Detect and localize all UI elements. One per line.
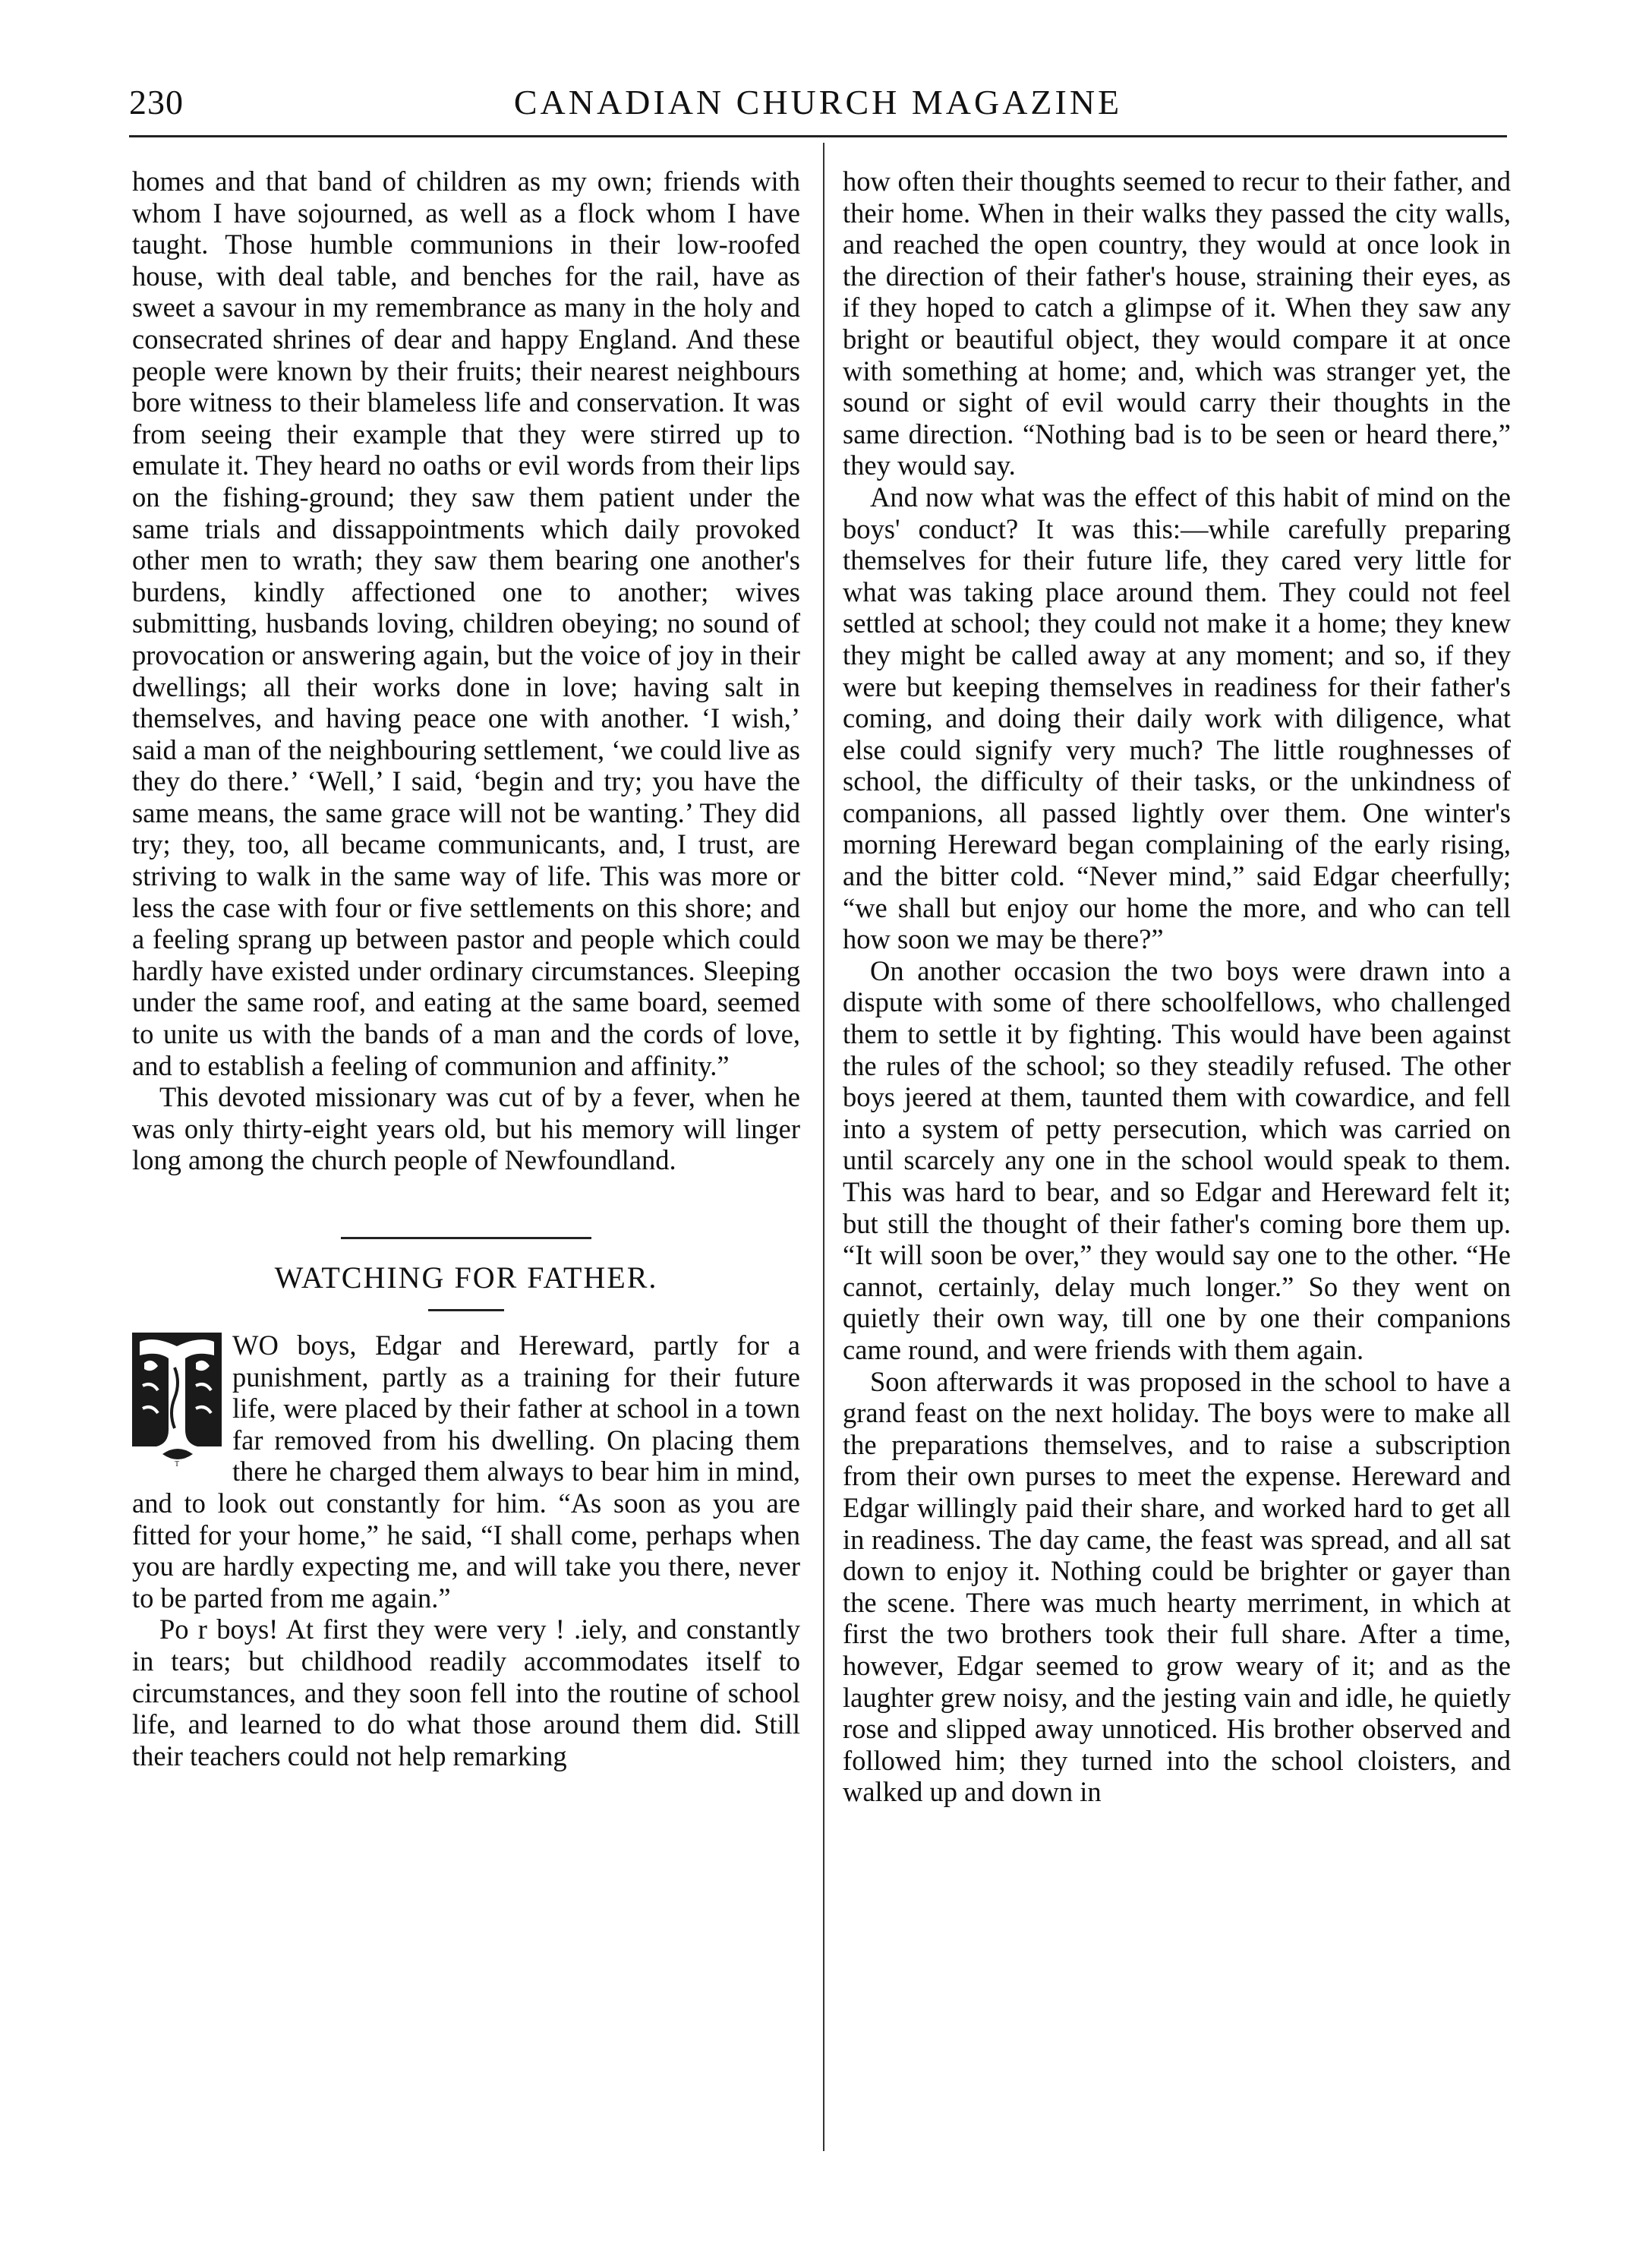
drop-cap-paragraph [132, 1330, 800, 1614]
column-divider [823, 143, 824, 2151]
paragraph: Po r boys! At first they were very ! .iely, and constantly in tears; but childhood readily accommodates itself to circumstances, and they soon fell into the routine of school life, and learned to do what those around them did. Still their teachers could not help remarking [132, 1614, 800, 1771]
right-column [843, 166, 1511, 1808]
paragraph: Soon afterwards it was proposed in the school to have a grand feast on the next holiday. The boys were to make all the preparations themselves, and to raise a subscription from their own purses to meet the expense. Hereward and Edgar willingly paid their share, and worked hard to get all in readiness. The day came, the feast was spread, and all sat down to enjoy it. Nothing could be brighter or gayer than the scene. There was much hearty merriment, in which at first the two brothers took their full share. After a time, however, Edgar seemed to grow weary of it; and as the laughter grew noisy, and the jesting vain and idle, he quietly rose and slipped away unnoticed. His brother observed and followed him; they turned into the school cloisters, and walked up and down in [843, 1365, 1511, 1808]
page-number: 230 [129, 83, 184, 121]
ornamental-drop-cap [132, 1333, 222, 1474]
running-title: CANADIAN CHURCH MAGAZINE [513, 83, 1123, 121]
paragraph: And now what was the effect of this habit of mind on the boys' conduct? It was this:—while carefully preparing themselves for their future life, they cared very little for what was taking place around them. They could not feel settled at school; they could not make it a home; they knew they might be called away at any moment; and so, if they were but keeping themselves in readiness for their father's coming, and doing their daily work with diligence, what else could signify very much? The little roughnesses of school, the difficulty of their tasks, or the unkindness of companions, all passed lightly over them. One winter's morning Hereward began complaining of the early rising, and the bitter cold. “Never mind,” said Edgar cheerfully; “we shall but enjoy our home the more, and who can tell how soon we may be there?” [843, 481, 1511, 955]
left-column [132, 166, 800, 1771]
paragraph: On another occasion the two boys were drawn into a dispute with some of there schoolfellows, who challenged them to settle it by fighting. This would have been against the rules of the school; so they steadily refused. The other boys jeered at them, taunted them with cowardice, and fell into a system of petty persecution, which was carried on until scarcely any one in the school would speak to them. This was hard to bear, and so Edgar and Hereward felt it; but still the thought of their father's coming bore them up. “It will soon be over,” they would say one to the other. “He cannot, certainly, delay much longer.” So they went on quietly their own way, till one by one their companions came round, and were friends with them again. [843, 954, 1511, 1365]
section-title: WATCHING FOR FATHER. [274, 1260, 658, 1295]
paragraph: This devoted missionary was cut of by a fever, when he was only thirty-eight years old, but his memory will linger long among the church people of Newfoundland. [132, 1081, 800, 1176]
section-rule [341, 1237, 591, 1239]
header-rule [129, 135, 1507, 137]
svg-text:T: T [174, 1460, 180, 1468]
drop-cap-ornament-icon [132, 1333, 222, 1474]
paragraph: how often their thoughts seemed to recur to their father, and their home. When in their walks they passed the city walls, and reached the open country, they would at once look in the direction of their father's house, straining their eyes, as if they hoped to catch a glimpse of it. When they saw any bright or beautiful object, they would compare it at once with something at home; and, which was stranger yet, the sound or sight of evil would carry their thoughts in the same direction. “Nothing bad is to be seen or heard there,” they would say. [843, 166, 1511, 481]
page-header [129, 82, 1507, 135]
paragraph: homes and that band of children as my own; friends with whom I have sojourned, as well as a flock whom I have taught. Those humble communions in their low-roofed house, with deal table, and benches for the rail, have as sweet a savour in my remembrance as many in the holy and consecrated shrines of dear and happy England. And these people were known by their fruits; their nearest neighbours bore witness to their blameless life and conservation. It was from seeing their example that they were stirred up to emulate it. They heard no oaths or evil words from their lips on the fishing-ground; they saw them patient under the same trials and dissappointments which daily provoked other men to wrath; they saw them bearing one another's burdens, kindly affectioned one to another; wives submitting, husbands loving, children obeying; no sound of provocation or answering again, but the voice of joy in their dwellings; all their works done in love; having salt in themselves, and having peace one with another. ‘I wish,’ said a man of the neighbouring settlement, ‘we could live as they do there.’ ‘Well,’ I said, ‘begin and try; you have the same means, the same grace will not be wanting.’ They did try; they, too, all became communicants, and, I trust, are striving to walk in the same way of life. This was more or less the case with four or five settlements on this shore; and a feeling sprang up between pastor and people which could hardly have existed under ordinary circumstances. Sleeping under the same roof, and eating at the same board, seemed to unite us with the bands of a man and the cords of love, and to establish a feeling of communion and affinity.” [132, 166, 800, 1081]
paragraph: WO boys, Edgar and Hereward, partly for a punishment, partly as a training for their future life, were placed by their father at school in a town far removed from his dwelling. On placing them there he charged them always to bear him in mind, and to look out constantly for him. “As soon as you are fitted for your home,” he said, “I shall come, perhaps when you are hardly expecting me, and will take you there, never to be parted from me again.” [132, 1330, 800, 1614]
title-underline [428, 1309, 504, 1311]
